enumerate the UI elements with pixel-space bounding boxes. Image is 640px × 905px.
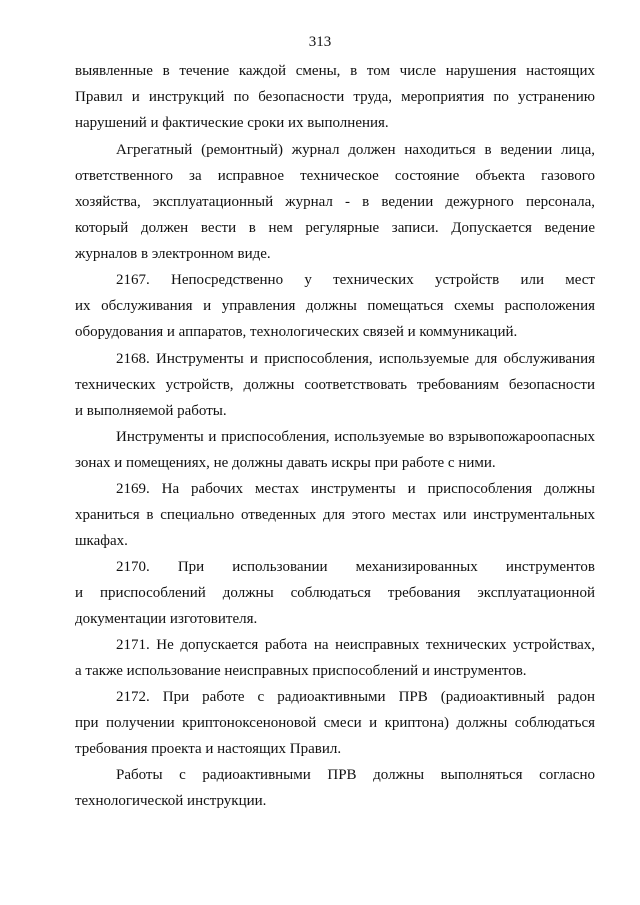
text-line: Агрегатный (ремонтный) журнал должен находиться в ведении лица, [116,142,595,158]
text-line: 2168. Инструменты и приспособления, используемые для обслуживания [116,351,595,367]
text-line: ответственного за исправное техническое состояние объекта газового [75,168,595,184]
text-line: Правил и инструкций по безопасности труда, мероприятия по устранению [75,89,595,105]
text-line: 2169. На рабочих местах инструменты и приспособления должны [116,481,595,497]
text-line: при получении криптоноксеноновой смеси и криптона) должны соблюдаться [75,715,595,731]
text-line: 2172. При работе с радиоактивными ПРВ (радиоактивный радон [116,689,595,705]
text-line: хозяйства, эксплуатационный журнал - в ведении дежурного персонала, [75,194,595,210]
text-line: требования проекта и настоящих Правил. [75,741,342,757]
text-line: выявленные в течение каждой смены, в том числе нарушения настоящих [75,63,595,79]
text-line: нарушений и фактические сроки их выполнения. [75,115,389,131]
text-line: Работы с радиоактивными ПРВ должны выполняться согласно [116,767,595,783]
text-line: технических устройств, должны соответствовать требованиям безопасности [75,377,595,393]
text-line: оборудования и аппаратов, технологических связей и коммуникаций. [75,324,518,340]
text-line: и выполняемой работы. [75,403,227,419]
text-line: и приспособлений должны соблюдаться требования эксплуатационной [75,585,595,601]
text-line: который должен вести в нем регулярные записи. Допускается ведение [75,220,595,236]
text-line: документации изготовителя. [75,611,258,627]
text-line: а также использование неисправных приспособлений и инструментов. [75,663,527,679]
text-line: 2170. При использовании механизированных инструментов [116,559,595,575]
text-line: Инструменты и приспособления, используемые во взрывопожароопасных [116,429,595,445]
text-line: их обслуживания и управления должны помещаться схемы расположения [75,298,595,314]
text-line: журналов в электронном виде. [75,246,271,262]
text-line: зонах и помещениях, не должны давать искры при работе с ними. [75,455,496,471]
text-line: храниться в специально отведенных для этого местах или инструментальных [75,507,595,523]
text-line: 2171. Не допускается работа на неисправных технических устройствах, [116,637,595,653]
text-line: технологической инструкции. [75,793,267,809]
text-line: шкафах. [75,533,128,549]
page-number: 313 [308,34,332,50]
text-line: 2167. Непосредственно у технических устройств или мест [116,272,595,288]
